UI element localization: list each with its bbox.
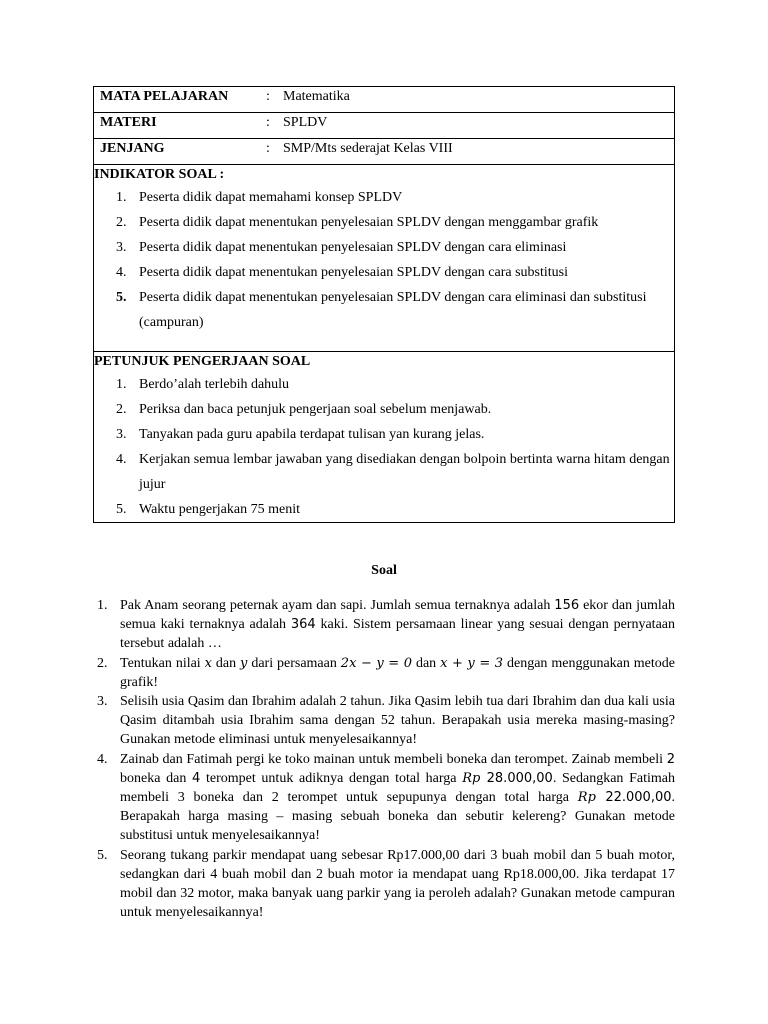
header-label: MATERI	[100, 115, 157, 130]
question-text: Pak Anam seorang peternak ayam dan sapi. Jumlah semua ternaknya adalah	[120, 598, 555, 613]
item-number: 4.	[116, 452, 127, 467]
question-text: dan	[211, 655, 241, 671]
item-number: 2.	[116, 402, 127, 417]
math-currency: Rp	[462, 770, 481, 786]
item-text: Tanyakan pada guru apabila terdapat tulisan yan kurang jelas.	[139, 427, 485, 442]
item-number: 1.	[116, 190, 127, 205]
header-label: JENJANG	[100, 141, 165, 156]
question-text: Tentukan nilai	[120, 655, 205, 671]
math-variable: x	[204, 655, 212, 671]
question-5	[97, 846, 675, 923]
soal-title: Soal	[371, 563, 397, 578]
list-item	[94, 210, 674, 235]
item-text: Peserta didik dapat menentukan penyelesaian SPLDV dengan cara substitusi	[139, 265, 568, 280]
header-row-materi	[94, 113, 675, 139]
header-row-mata-pelajaran	[94, 87, 675, 113]
question-number: 1.	[97, 598, 108, 613]
petunjuk-title: PETUNJUK PENGERJAAN SOAL	[94, 354, 311, 369]
item-number: 5.	[116, 290, 127, 305]
list-item	[94, 397, 674, 422]
math-number: 2	[666, 751, 675, 767]
item-text: Peserta didik dapat menentukan penyelesaian SPLDV dengan cara eliminasi	[139, 240, 567, 255]
question-text: dengan menggunakan metode grafik!	[120, 655, 675, 690]
indikator-list	[94, 185, 674, 335]
question-number: 3.	[97, 694, 108, 710]
item-text: Berdo’alah terlebih dahulu	[139, 377, 290, 392]
list-item	[94, 185, 674, 210]
question-1	[97, 596, 675, 654]
math-number: 156	[554, 598, 580, 613]
item-text: Kerjakan semua lembar jawaban yang disediakan dengan bolpoin bertinta warna hitam dengan jujur	[139, 452, 670, 492]
math-equation: x + y = 3	[440, 655, 504, 671]
question-number: 4.	[97, 751, 108, 767]
header-value: SMP/Mts sederajat Kelas VIII	[283, 141, 453, 156]
item-text: Peserta didik dapat memahami konsep SPLDV	[139, 190, 403, 205]
item-text: Peserta didik dapat menentukan penyelesaian SPLDV dengan cara eliminasi dan substitusi (campuran)	[139, 290, 647, 330]
math-equation: 2x − y = 0	[340, 655, 413, 671]
list-item	[94, 285, 674, 335]
question-text: dari persamaan	[247, 655, 341, 671]
math-price: 22.000,00	[595, 790, 672, 806]
list-item	[94, 235, 674, 260]
item-number: 3.	[116, 427, 127, 442]
question-text: boneka dan	[120, 770, 193, 786]
item-text: Waktu pengerjakan 75 menit	[139, 502, 300, 517]
question-number: 2.	[97, 655, 108, 671]
info-table	[93, 86, 675, 523]
header-separator: :	[266, 89, 270, 104]
header-row-jenjang	[94, 139, 675, 165]
question-text: Selisih usia Qasim dan Ibrahim adalah 2 tahun. Jika Qasim lebih tua dari Ibrahim dan dua kali usia Qasim ditambah usia Ibrahim sama dengan 52 tahun. Berapakah usia mereka masing-masing? Gunakan metode eliminasi untuk menyelesaikannya!	[120, 694, 675, 748]
list-item	[94, 260, 674, 285]
item-text: Periksa dan baca petunjuk pengerjaan soal sebelum menjawab.	[139, 402, 492, 417]
indikator-row	[94, 165, 675, 352]
header-separator: :	[266, 141, 270, 156]
question-text: ekor dan jumlah semua kaki ternaknya adalah	[120, 598, 675, 633]
question-3	[97, 692, 675, 750]
item-number: 3.	[116, 240, 127, 255]
math-number: 364	[290, 617, 316, 633]
question-text: dan	[412, 655, 441, 671]
question-text: Zainab dan Fatimah pergi ke toko mainan untuk membeli boneka dan terompet. Zainab membeli	[120, 751, 667, 767]
question-4	[97, 750, 675, 846]
question-text: . Sedangkan Fatimah membeli 3 boneka dan 2 terompet untuk sepupunya dengan total harga	[120, 770, 675, 806]
math-currency: Rp	[577, 790, 596, 806]
item-number: 1.	[116, 377, 127, 392]
indikator-title: INDIKATOR SOAL :	[94, 167, 225, 182]
question-text: terompet untuk adiknya dengan total harga	[200, 770, 463, 786]
question-number: 5.	[97, 847, 108, 863]
question-text: . Berapakah harga masing – masing sebuah boneka dan sebutir kelereng? Gunakan metode substitusi untuk menyelesaikannya!	[120, 790, 675, 844]
math-number: 4	[192, 770, 201, 786]
list-item	[94, 372, 674, 397]
list-item	[94, 422, 674, 447]
question-2	[97, 654, 675, 692]
header-value: SPLDV	[283, 115, 328, 130]
item-text: Peserta didik dapat menentukan penyelesaian SPLDV dengan menggambar grafik	[139, 215, 599, 230]
petunjuk-list	[94, 372, 674, 522]
question-list	[97, 596, 675, 922]
list-item	[94, 497, 674, 522]
header-value: Matematika	[283, 89, 350, 104]
list-item	[94, 447, 674, 497]
question-text: kaki. Sistem persamaan linear yang sesuai dengan pernyataan tersebut adalah …	[120, 617, 675, 652]
item-number: 2.	[116, 215, 127, 230]
header-label: MATA PELAJARAN	[100, 89, 229, 104]
math-variable: y	[240, 655, 248, 671]
math-price: 28.000,00	[480, 770, 553, 786]
item-number: 4.	[116, 265, 127, 280]
petunjuk-row	[94, 352, 675, 523]
question-text: Seorang tukang parkir mendapat uang sebesar Rp17.000,00 dari 3 buah mobil dan 5 buah motor, sedangkan dari 4 buah mobil dan 2 buah motor ia mendapat uang Rp18.000,00. Jika terdapat 17 mobil dan 32 motor, maka banyak uang parkir yang ia peroleh adalah? Gunakan metode campuran untuk menyelesaikannya!	[120, 847, 675, 921]
header-separator: :	[266, 115, 270, 130]
item-number: 5.	[116, 502, 127, 517]
